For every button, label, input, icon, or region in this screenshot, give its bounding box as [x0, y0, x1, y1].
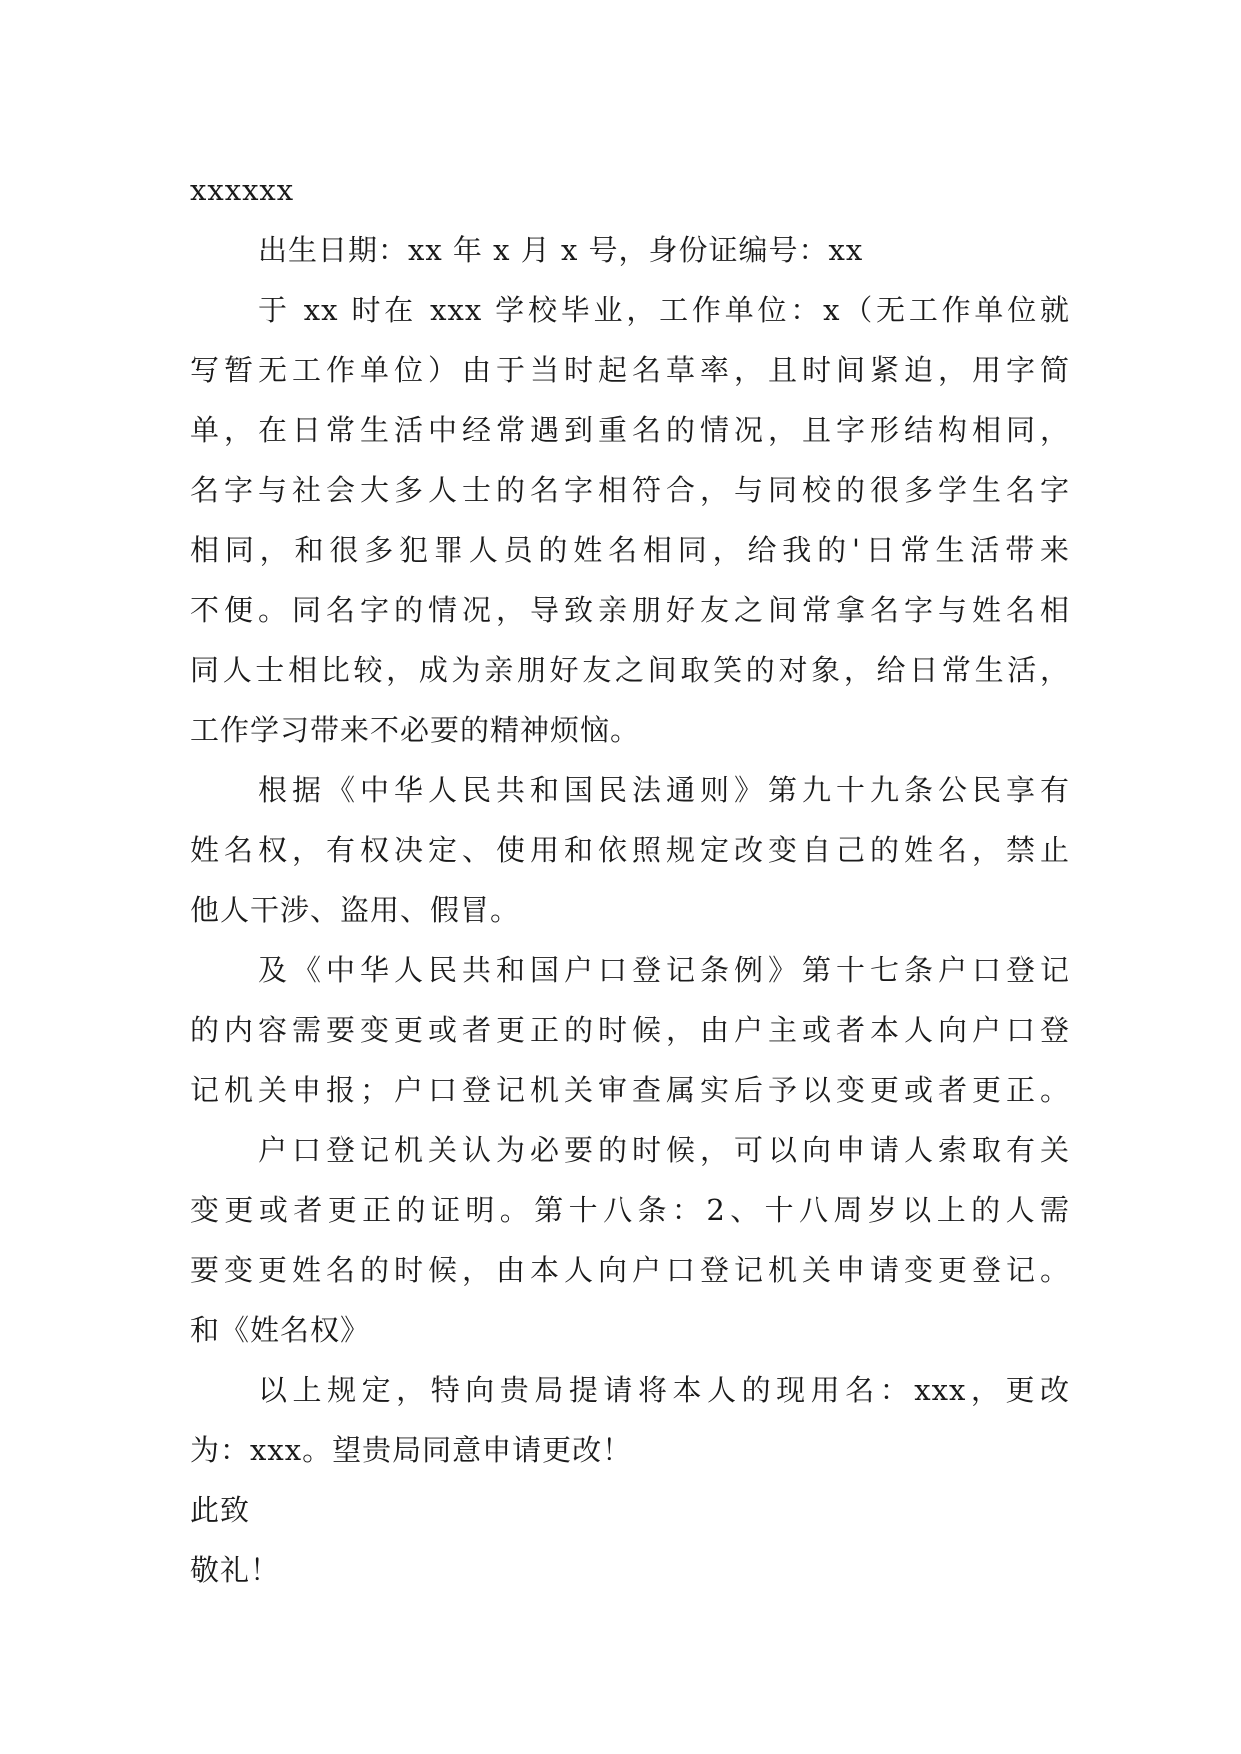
closing-salutation: 此致 [190, 1493, 251, 1527]
text-line: 不便。同名字的情况，导致亲朋好友之间常拿名字与姓名相 [190, 593, 1070, 627]
text-line: 工作学习带来不必要的精神烦恼。 [190, 713, 641, 747]
text-line: 写暂无工作单位）由于当时起名草率，且时间紧迫，用字简 [190, 353, 1070, 387]
text-line: 相同，和很多犯罪人员的姓名相同，给我的'日常生活带来 [190, 533, 1070, 567]
text-line: 记机关申报；户口登记机关审查属实后予以变更或者更正。 [190, 1073, 1070, 1107]
text-line: 变更或者更正的证明。第十八条：2、十八周岁以上的人需 [190, 1193, 1070, 1227]
text-line-registration-regulation: 及《中华人民共和国户口登记条例》第十七条户口登记 [258, 953, 1070, 987]
text-line: 的内容需要变更或者更正的时候，由户主或者本人向户口登 [190, 1013, 1070, 1047]
closing-regards: 敬礼！ [190, 1553, 281, 1587]
text-line-graduation: 于 xx 时在 xxx 学校毕业，工作单位：x（无工作单位就 [258, 293, 1070, 327]
text-line: 同人士相比较，成为亲朋好友之间取笑的对象，给日常生活， [190, 653, 1070, 687]
text-line-applicant: xxxxxx [190, 173, 295, 207]
text-line-civil-law: 根据《中华人民共和国民法通则》第九十九条公民享有 [258, 773, 1070, 807]
text-line: 为：xxx。望贵局同意申请更改！ [190, 1433, 633, 1467]
text-line: 单，在日常生活中经常遇到重名的情况，且字形结构相同， [190, 413, 1070, 447]
text-line-birth-id: 出生日期：xx 年 x 月 x 号，身份证编号：xx [258, 233, 864, 267]
text-line-registration-authority: 户口登记机关认为必要的时候，可以向申请人索取有关 [258, 1133, 1070, 1167]
document-body [190, 160, 1070, 1600]
text-line: 姓名权，有权决定、使用和依照规定改变自己的姓名，禁止 [190, 833, 1070, 867]
text-line: 他人干涉、盗用、假冒。 [190, 893, 521, 927]
text-line: 和《姓名权》 [190, 1313, 371, 1347]
text-line: 要变更姓名的时候，由本人向户口登记机关申请变更登记。 [190, 1253, 1070, 1287]
text-line-request: 以上规定，特向贵局提请将本人的现用名：xxx，更改 [258, 1373, 1070, 1407]
text-line: 名字与社会大多人士的名字相符合，与同校的很多学生名字 [190, 473, 1070, 507]
